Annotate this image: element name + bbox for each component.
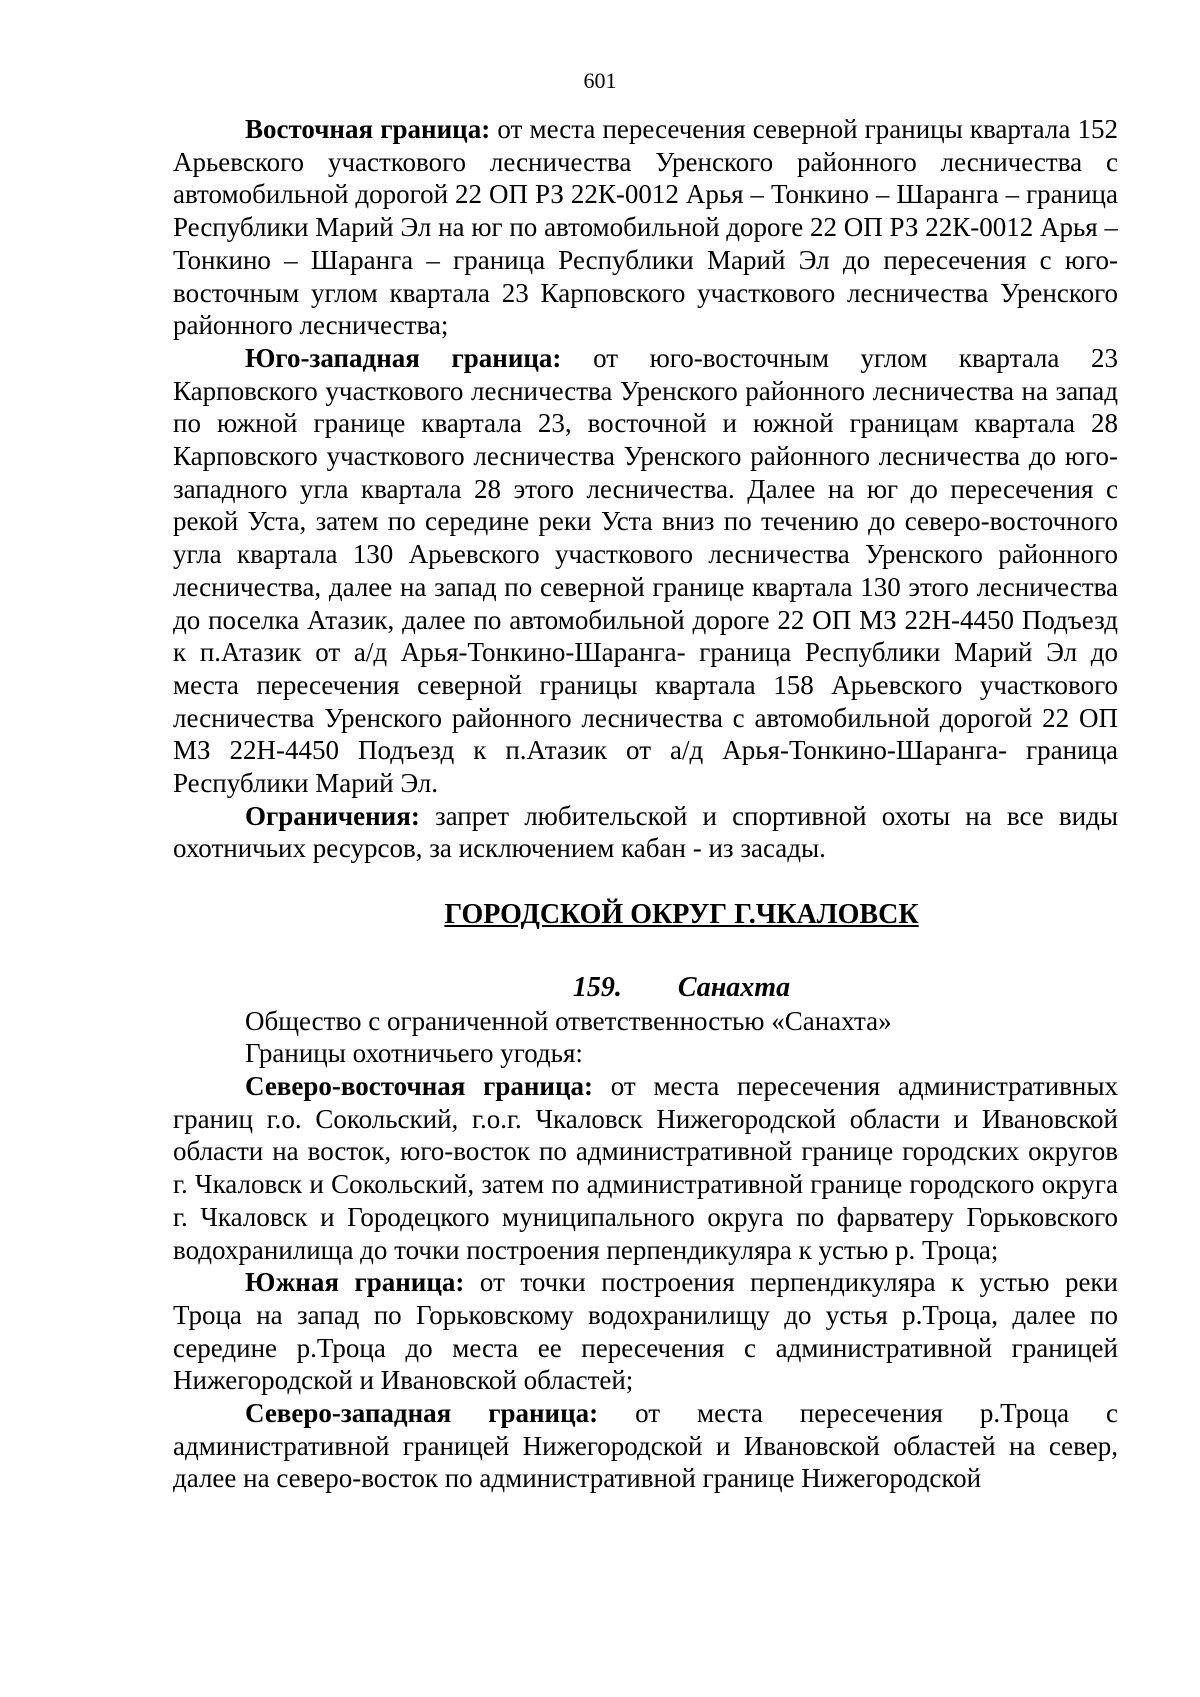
paragraph-text: от места пересечения северной границы квартала 152 Арьевского участкового лесничества Уренского районного лесничества с автомобильной дорогой 22 ОП РЗ 22К-0012 Арья – Тонкино – Шаранга – граница Республики Марий Эл на юг по автомобильной дороге 22 ОП РЗ 22К-0012 Арья – Тонкино – Шаранга – граница Республики Марий Эл до пересечения с юго-восточным углом квартала 23 Карповского участкового лесничества Уренского районного лесничества; <box>173 114 1119 341</box>
paragraph-restrictions <box>173 800 1118 865</box>
paragraph-text: от юго-восточным углом квартала 23 Карповского участкового лесничества Уренского районного лесничества на запад по южной границе квартала 23, восточной и южной границам квартала 28 Карповского участкового лесничества Уренского районного лесничества до юго-западного угла квартала 28 этого лесничества. Далее на юг до пересечения с рекой Уста, затем по середине реки Уста вниз по течению до северо-восточного угла квартала 130 Арьевского участкового лесничества Уренского районного лесничества, далее на запад по северной границе квартала 130 этого лесничества до поселка Атазик, далее по автомобильной дороге 22 ОП МЗ 22Н-4450 Подъезд к п.Атазик от а/д Арья-Тонкино-Шаранга- граница Республики Марий Эл до места пересечения северной границы квартала 158 Арьевского участкового лесничества Уренского районного лесничества с автомобильной дорогой 22 ОП МЗ 22Н-4450 Подъезд к п.Атазик от а/д Арья-Тонкино-Шаранга- граница Республики Марий Эл. <box>173 342 1119 799</box>
paragraph-label: Юго-западная граница: <box>245 342 562 373</box>
item-number: 159. <box>572 971 622 1003</box>
document-body <box>173 113 1118 1495</box>
paragraph-label: Северо-восточная граница: <box>245 1070 594 1101</box>
paragraph-text: от точки построения перпендикуляра к устью реки Троца на запад по Горьковскому водохранилищу до устья р.Троца, далее по середине р.Троца до места ее пересечения с административной границей Нижегородской и Ивановской областей; <box>173 1267 1118 1396</box>
paragraph-text: от места пересечения р.Троца с административной границей Нижегородской и Ивановской областей на север, далее на северо-восток по административной границе Нижегородской <box>173 1398 1118 1494</box>
paragraph-label: Северо-западная граница: <box>245 1398 599 1429</box>
paragraph-label: Восточная граница: <box>245 114 491 144</box>
paragraph-southwest-border <box>173 342 1118 800</box>
paragraph-text: запрет любительской и спортивной охоты на все виды охотничьих ресурсов, за исключением кабан - из засады. <box>173 800 1118 864</box>
page-number: 601 <box>583 68 617 93</box>
organization-name: Общество с ограниченной ответственностью «Санахта» <box>245 1005 892 1036</box>
paragraph-label: Южная граница: <box>245 1267 465 1298</box>
bounds-heading: Границы охотничьего угодья: <box>245 1038 583 1069</box>
section-title: ГОРОДСКОЙ ОКРУГ Г.ЧКАЛОВСК <box>444 899 919 931</box>
paragraph-south-border <box>173 1266 1118 1397</box>
paragraph-northeast-border <box>173 1070 1118 1266</box>
item-name: Санахта <box>677 971 791 1003</box>
paragraph-label: Ограничения: <box>245 800 420 831</box>
item-title <box>173 972 1118 1005</box>
paragraph-northwest-border <box>173 1397 1118 1495</box>
paragraph-text: от места пересечения административных границ г.о. Сокольский, г.о.г. Чкаловск Нижегородской области и Ивановской области на восток, юго-восток по административной границе городских округов г. Чкаловск и Сокольский, затем по административной границе городского округа г. Чкаловск и Городецкого муниципального округа по фарватеру Горьковского водохранилища до точки построения перпендикуляра к устью р. Троца; <box>173 1070 1118 1265</box>
paragraph-east-border <box>173 113 1118 342</box>
